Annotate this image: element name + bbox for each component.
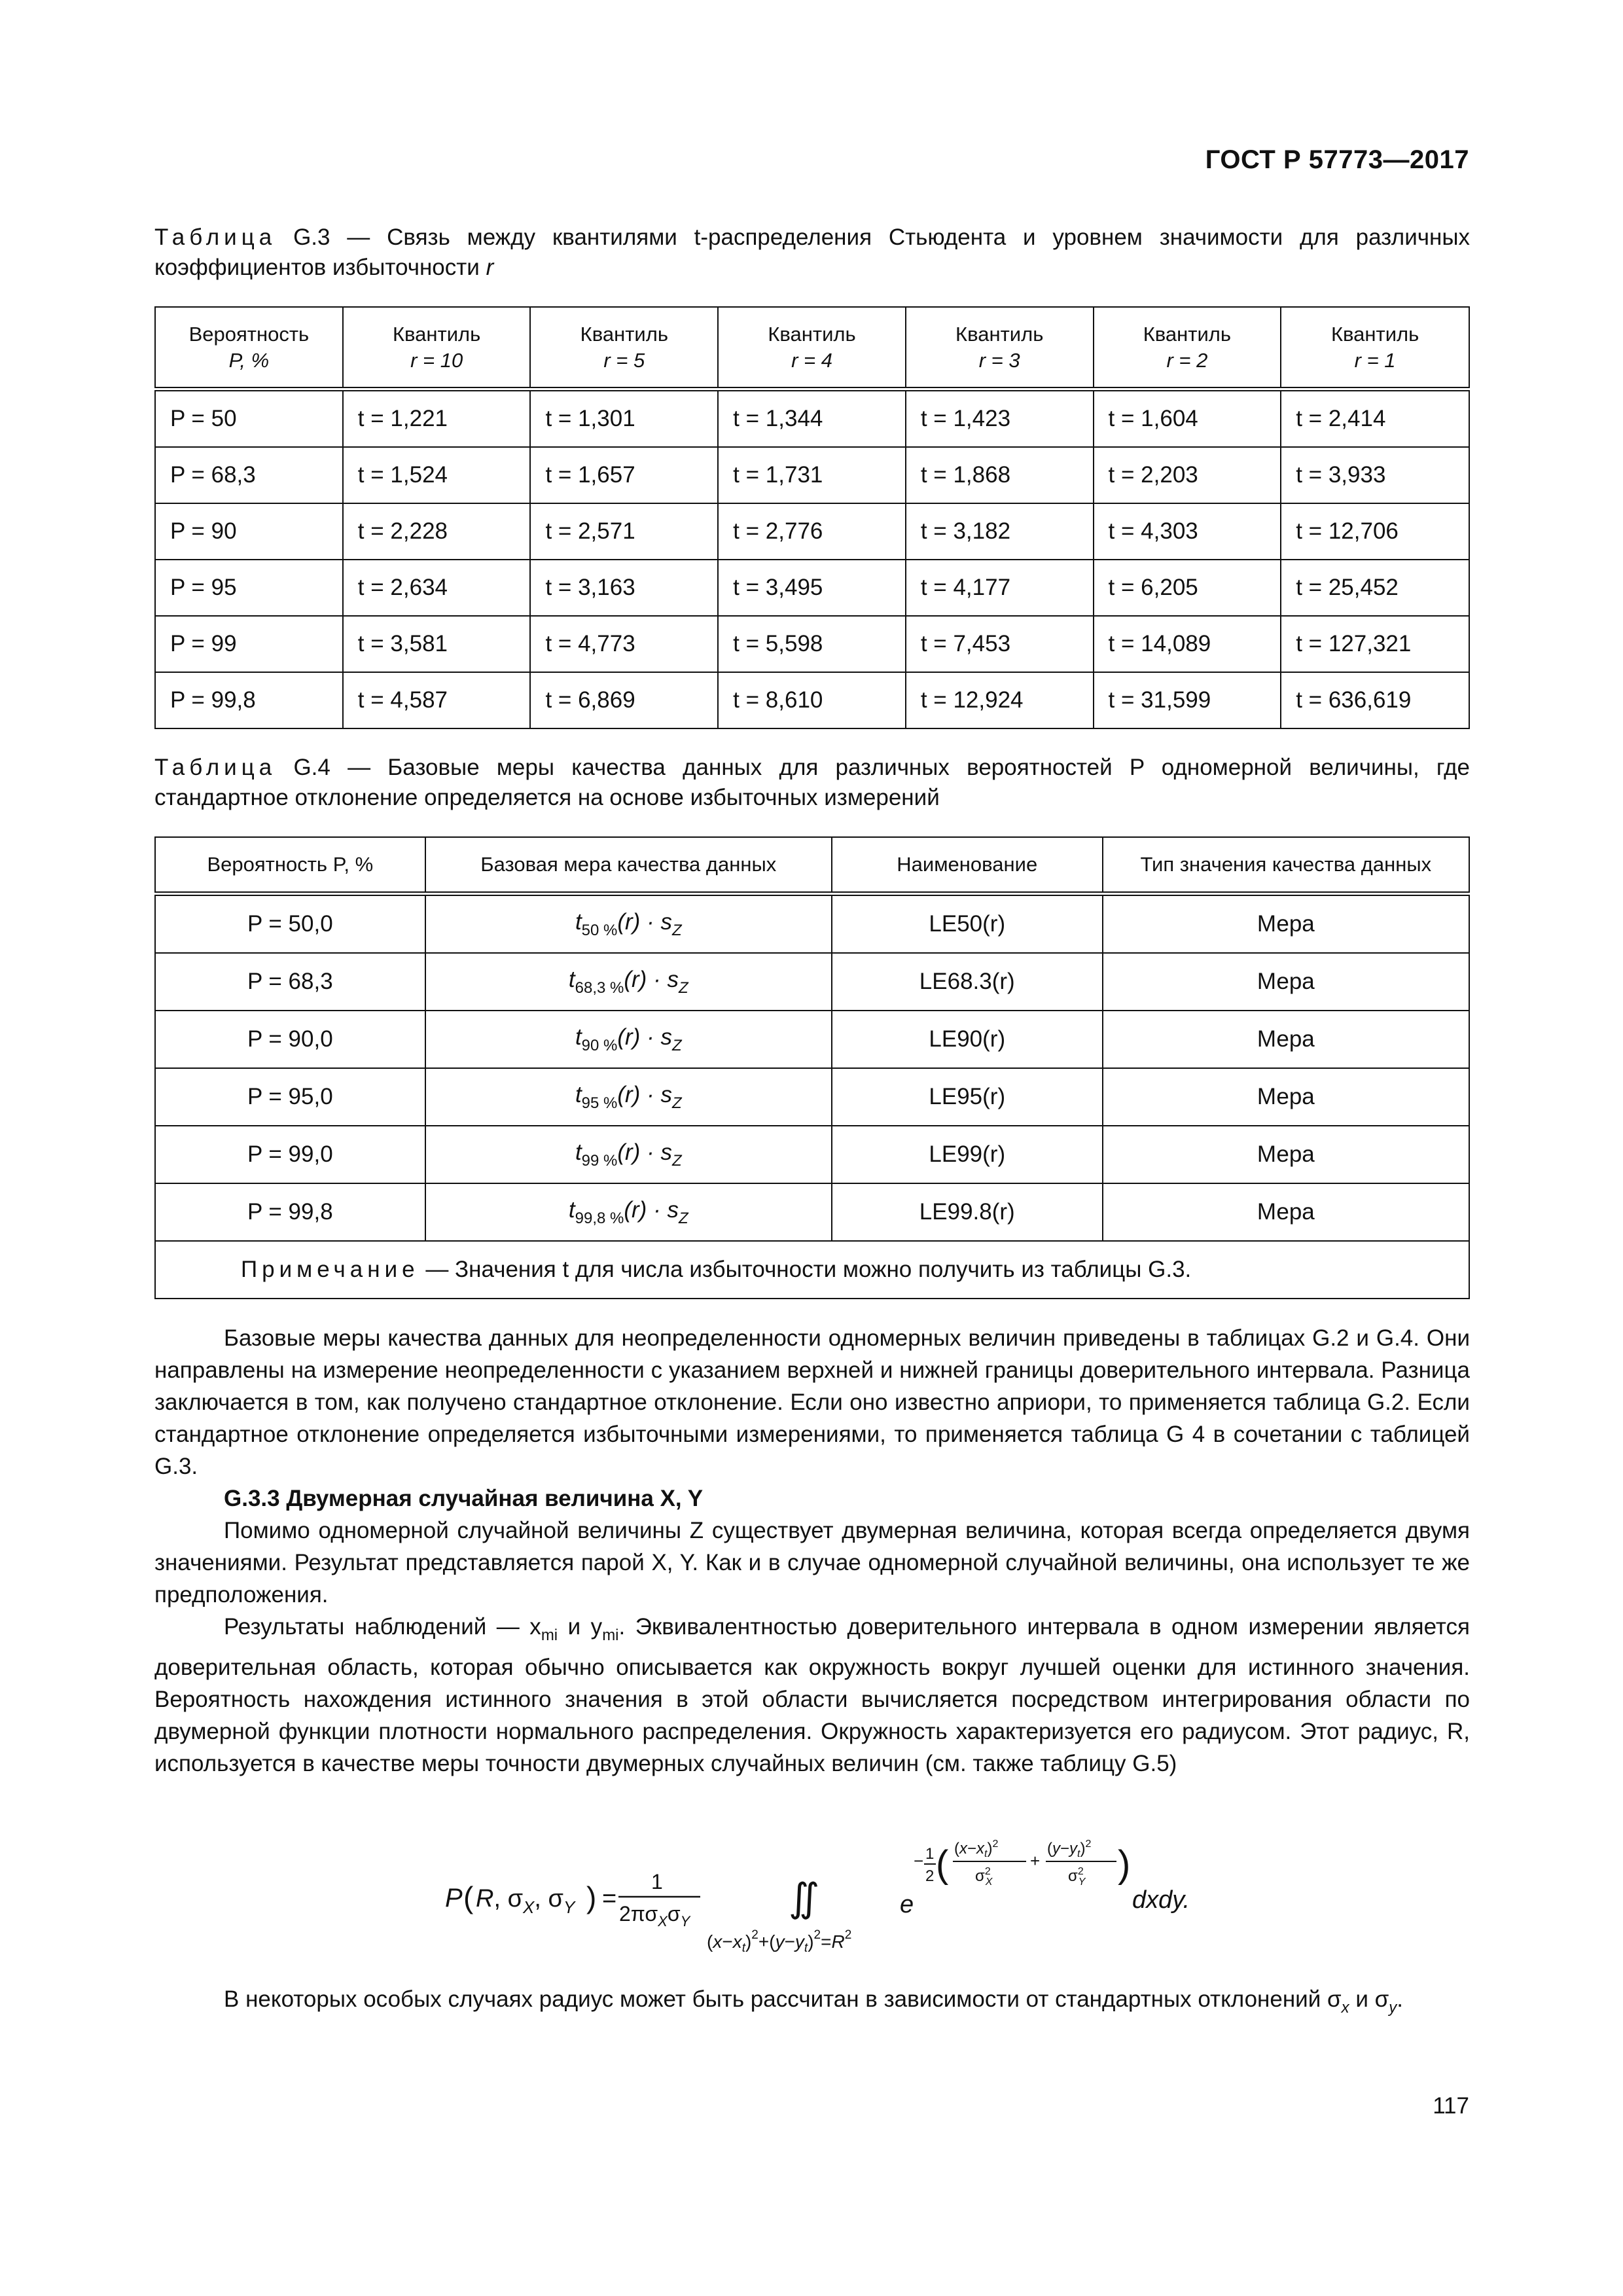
table-row [155,1068,1469,1126]
probability-cell: P = 68,3 [155,953,425,1011]
column-header: Наименование [832,837,1103,894]
caption-label: Таблица [154,755,277,780]
header-line: r = 4 [791,348,832,372]
probability-cell: P = 99,0 [155,1126,425,1183]
header-line: r = 10 [410,348,463,372]
body-text-final [154,1983,1470,2024]
table-cell: t = 3,933 [1281,447,1469,503]
svg-text:): ) [586,1880,597,1914]
table-cell: t = 3,581 [343,616,531,672]
svg-text:σ2X: $\sigma^2$ X [975,1866,993,1888]
column-header [343,307,531,389]
table-cell: t = 25,452 [1281,560,1469,616]
header-line: Квантиль [580,322,668,346]
name-cell: LE99(r) [832,1126,1103,1183]
table-row [155,389,1469,448]
subscript: 95 % [581,1094,618,1112]
paragraph: Базовые меры качества данных для неопределенности одномерных величин приведены в таблицах G.2 и G.4. Они направлены на измерение неопределенности с указанием верхней и нижней границы доверительного интервала. Разница заключается в том, как получено стандартное отклонение. Если оно известно априори, то применяется таблица G.2. Если стандартное отклонение определяется избыточными измерениями, то применяется таблица G 4 в сочетании с таблицей G.3. [154,1325,1470,1479]
svg-text:): ) [1118,1843,1131,1886]
table-cell: t = 1,344 [718,389,906,448]
table-g3-caption [154,223,1470,283]
table-cell: t = 31,599 [1094,672,1281,728]
subscript: 99 % [581,1151,618,1170]
measure-symbol: t [575,1024,582,1050]
table-cell: t = 5,598 [718,616,906,672]
svg-text:σ2Y: $\sigma^2$ Y [1068,1866,1086,1888]
header-line: Квантиль [955,322,1044,346]
header-line: P, % [228,348,270,372]
subscript: Z [671,921,682,939]
name-cell: LE68.3(r) [832,953,1103,1011]
subscript: Z [678,978,688,997]
table-cell: t = 1,657 [530,447,718,503]
subscript: y [1389,1999,1397,2017]
table-g3 [154,306,1470,729]
subscript: 90 % [581,1036,618,1054]
subscript: Z [671,1094,682,1112]
subscript: Z [678,1209,688,1227]
table-cell: t = 1,301 [530,389,718,448]
table-g4 [154,836,1470,1299]
table-cell: P = 99 [155,616,343,672]
header-line: Вероятность [188,322,310,346]
measure-tail: (r) · s [617,1081,672,1107]
table-cell: t = 1,221 [343,389,531,448]
column-header [1281,307,1469,389]
measure-tail: (r) · s [624,966,679,992]
name-cell: LE99.8(r) [832,1183,1103,1241]
table-cell: t = 2,571 [530,503,718,560]
table-cell: t = 3,182 [906,503,1094,560]
caption-label: Таблица [154,224,277,250]
table-row [155,503,1469,560]
measure-symbol: t [575,908,582,935]
table-row [155,953,1469,1011]
name-cell: LE90(r) [832,1011,1103,1068]
measure-symbol: t [575,1139,582,1165]
table-cell: t = 4,303 [1094,503,1281,560]
table-cell: P = 50 [155,389,343,448]
table-row [155,672,1469,728]
name-cell: LE50(r) [832,894,1103,954]
table-cell: P = 90 [155,503,343,560]
formula-tail: dxdy. [1132,1886,1190,1914]
subscript: Z [671,1151,682,1170]
table-cell: t = 127,321 [1281,616,1469,672]
header-line: Квантиль [1143,322,1232,346]
measure-tail: (r) · s [617,1024,672,1050]
formula-numerator: 1 [651,1870,663,1893]
table-cell: t = 2,776 [718,503,906,560]
table-cell: t = 14,089 [1094,616,1281,672]
probability-cell: P = 99,8 [155,1183,425,1241]
svg-text:(y−yt)2: $(y-y_t)^2$ [1047,1839,1092,1859]
paragraph [154,1983,1470,2024]
table-note-row [155,1241,1469,1299]
subscript: x [1341,1999,1349,2017]
svg-text:2: 2 [925,1867,935,1885]
column-header [530,307,718,389]
probability-cell: P = 50,0 [155,894,425,954]
measure-cell [425,1068,832,1126]
text-run: . Эквивалентностью доверительного интервала в одном измерении является доверительная область, которая обычно описывается как окружность вокруг лучшей оценки для истинного значения. Вероятность нахождения истинного значения в этой области вычисляется посредством интегрирования области по двумерной функции плотности нормального распределения. Окружность характеризуется его радиусом. Этот радиус, R, используется в качестве меры точности двумерных случайных величин (см. также таблицу G.5) [154,1614,1471,1776]
caption-text: G.3 — Связь между квантилями t-распределения Стьюдента и уровнем значимости для различных коэффициентов избыточности [154,224,1470,280]
table-cell: t = 1,604 [1094,389,1281,448]
note-text: — Значения t для числа избыточности можно получить из таблицы G.3. [419,1257,1192,1282]
text-run: и σ [1349,1986,1389,2012]
subscript: 68,3 % [575,978,624,997]
table-cell: t = 2,634 [343,560,531,616]
column-header [1094,307,1281,389]
svg-text:2πσXσY: $2\pi\sigma_X\sigma_Y$ [619,1902,690,1929]
column-header: Тип значения качества данных [1103,837,1469,894]
text-run: Результаты наблюдений — x [224,1614,541,1640]
subscript: 99,8 % [575,1209,624,1227]
type-cell: Мера [1103,1068,1469,1126]
page-number: 117 [1433,2093,1469,2119]
table-cell: t = 2,203 [1094,447,1281,503]
table-row [155,894,1469,954]
measure-symbol: t [575,1081,582,1107]
table-cell: t = 1,868 [906,447,1094,503]
note-label: Примечание [241,1257,419,1282]
table-cell: t = 1,731 [718,447,906,503]
probability-cell: P = 90,0 [155,1011,425,1068]
table-row [155,1126,1469,1183]
table-row [155,560,1469,616]
subscript: mi [602,1626,619,1644]
table-cell: P = 95 [155,560,343,616]
svg-text:=: = [602,1885,617,1912]
table-cell: t = 4,587 [343,672,531,728]
type-cell: Мера [1103,1126,1469,1183]
svg-text:+: + [1030,1851,1041,1871]
column-header [155,307,343,389]
type-cell: Мера [1103,894,1469,954]
type-cell: Мера [1103,1011,1469,1068]
header-line: r = 2 [1166,348,1208,372]
header-line: r = 5 [603,348,645,372]
svg-text:R, σX, σY: R, $\sigma_X$, $\sigma_Y$ [476,1885,575,1917]
text-run: . [1397,1986,1403,2012]
measure-cell [425,1126,832,1183]
header-line: Квантиль [1330,322,1419,346]
type-cell: Мера [1103,1183,1469,1241]
table-cell: t = 1,524 [343,447,531,503]
column-header [906,307,1094,389]
svg-text:(: ( [936,1843,949,1886]
svg-text:(: ( [463,1880,474,1914]
header-line: r = 3 [978,348,1020,372]
table-cell: t = 4,773 [530,616,718,672]
table-cell: t = 3,495 [718,560,906,616]
table-cell: P = 68,3 [155,447,343,503]
standard-number: ГОСТ Р 57773—2017 [1205,145,1469,174]
svg-text:−: − [914,1851,924,1871]
measure-cell [425,1183,832,1241]
section-heading: G.3.3 Двумерная случайная величина X, Y [224,1486,704,1511]
body-text [154,1322,1470,1780]
text-run: В некоторых особых случаях радиус может быть рассчитан в зависимости от стандартных отклонений σ [224,1986,1342,2012]
subscript: 50 % [581,921,618,939]
table-row [155,1183,1469,1241]
table-cell: t = 6,869 [530,672,718,728]
table-header-row [155,837,1469,894]
measure-cell [425,1011,832,1068]
text-run: и y [558,1614,603,1640]
column-header: Вероятность P, % [155,837,425,894]
table-cell: t = 12,706 [1281,503,1469,560]
caption-variable: r [486,255,494,280]
header-line: r = 1 [1354,348,1396,372]
table-g4-caption [154,753,1470,813]
measure-tail: (r) · s [617,908,672,935]
column-header: Базовая мера качества данных [425,837,832,894]
paragraph [154,1611,1470,1780]
table-cell: t = 12,924 [906,672,1094,728]
subscript: mi [541,1626,558,1644]
paragraph: Помимо одномерной случайной величины Z существует двумерная величина, которая всегда определяется двумя значениями. Результат представляется парой X, Y. Как и в случае одномерной случайной величины, она использует те же предположения. [154,1518,1470,1607]
header-line: Квантиль [768,322,856,346]
table-row [155,447,1469,503]
table-cell: t = 4,177 [906,560,1094,616]
measure-tail: (r) · s [624,1196,679,1223]
integral-sign: ∬ [789,1876,820,1920]
type-cell: Мера [1103,953,1469,1011]
table-cell: t = 2,228 [343,503,531,560]
table-cell: t = 3,163 [530,560,718,616]
table-cell: t = 6,205 [1094,560,1281,616]
table-cell: t = 8,610 [718,672,906,728]
table-note [155,1241,1469,1299]
svg-text:P: P [445,1884,463,1912]
svg-text:e: e [900,1891,914,1918]
column-header [718,307,906,389]
table-cell: t = 7,453 [906,616,1094,672]
header-line: Квантиль [392,322,481,346]
bivariate-normal-formula [0,1826,1623,1970]
svg-text:(x−xt)2: $(x-x_t)^2$ [954,1839,999,1859]
caption-text: G.4 — Базовые меры качества данных для различных вероятностей P одномерной величины, где стандартное отклонение определяется на основе избыточных измерений [154,755,1470,810]
measure-tail: (r) · s [617,1139,672,1165]
table-row [155,616,1469,672]
name-cell: LE95(r) [832,1068,1103,1126]
probability-cell: P = 95,0 [155,1068,425,1126]
measure-cell [425,953,832,1011]
measure-symbol: t [568,1196,575,1223]
svg-text:1: 1 [925,1845,935,1863]
svg-text:(x−xt)2+(y−yt)2=R2: $(x-x_t)^2+(y-y_t)^2=R^2$ [707,1928,852,1955]
table-cell: t = 2,414 [1281,389,1469,448]
table-cell: P = 99,8 [155,672,343,728]
measure-cell [425,894,832,954]
subscript: Z [671,1036,682,1054]
table-cell: t = 1,423 [906,389,1094,448]
table-cell: t = 636,619 [1281,672,1469,728]
table-row [155,1011,1469,1068]
table-header-row [155,307,1469,389]
measure-symbol: t [568,966,575,992]
